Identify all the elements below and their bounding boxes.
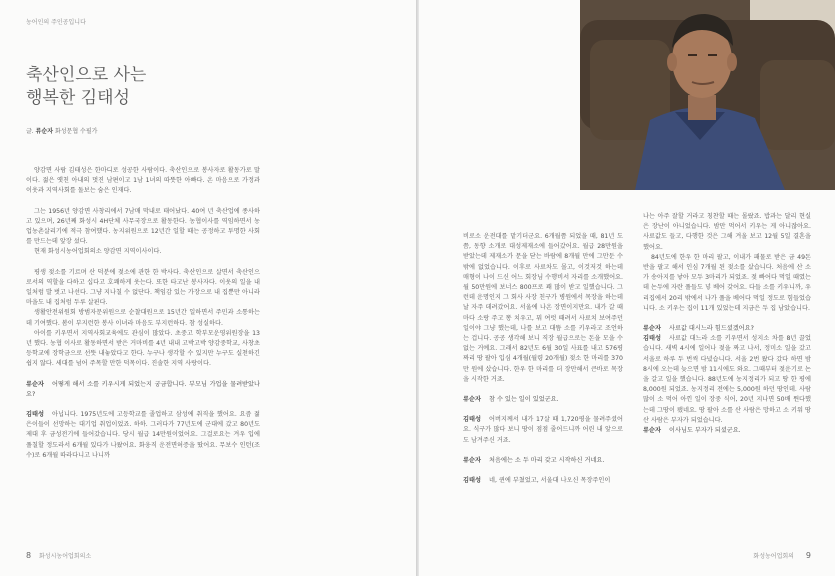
speaker-label: 김태성 — [463, 477, 481, 485]
qa-text: 어떻게 해서 소를 키우시게 되었는지 궁금합니다. 부모님 가업을 물려받았나요? — [26, 380, 260, 398]
speaker-label: 김태성 — [463, 416, 481, 424]
qa-question — [26, 380, 260, 400]
speaker-label: 류순자 — [463, 456, 481, 464]
article-title — [26, 64, 146, 110]
paragraph: 그는 1956년 양감면 사창리에서 7남매 막내로 태어났다. 40여 년 축산업에 종사하고 있으며, 26년째 화성시 4H단체 사무국장으로 활동한다. 농협이사를 역임하면서 농업농촌살리기에 적극 참여했다. 농지위원으로 12년간 일할 때는 공정하고 투명한 사회를 만드는데 앞장 섰다. — [26, 207, 260, 246]
paragraph: 84년도에 한우 한 마리 팔고, 이내가 패물로 받은 금 49돈 반을 팔고 해서 인심 7개월 된 젖소를 샀습니다. 처음에 산 소가 송아지를 낳아 모두 3마리가 되었죠. 젖 빠어다 먹일 때였는데 논두에 자란 풀들도 넣 베어 갖어요. 다들 소를 키우니까, 우리집에서 20리 밖에서 나가 풀을 베어다 먹일 정도로 힘들었습니다. 소 키우는 집이 11개 있었는데 지금은 두 집 남았습니다. — [643, 253, 811, 312]
title-line-2: 행복한 김태성 — [26, 88, 130, 108]
qa-text: 아닙니다. 1975년도에 고등학교를 졸업하고 삼성에 취직을 했어요. 요즘 젊은이들이 선망하는 대기업 취업이었죠. 하하. 그러다가 77년도에 군대에 갔고 80년도 제대 후 금성전기에 들어갔습니다. 당시 월급 14만원이었어요. 그걸로요는 겨우 입에 풀칠할 정도라서 6개월 있다가 나왔어요. 화웅직 운전면허증을 땄어요. 무보수 인턴(조수)로 6개월 따라다니고 나니까 — [26, 411, 260, 459]
speaker-label: 류순자 — [26, 380, 44, 388]
speaker-label: 류순자 — [643, 325, 661, 333]
paragraph: 아이를 키우면서 지역사회교육에도 관심이 많았다. 초중고 학부모운영위원장을 13년 했다. 농협 이사로 활동하면서 받은 거마비를 4년 내내 고박고박 양감중학교, 사창초등학교에 장학금으로 선뜻 내놓았다고 한다. 누구나 생각할 수 있지만 누구도 실천하긴 쉽지 않다. 세대를 넘어 주목할 만한 덕목이다. 진솔한 지역 사랑이다. — [26, 329, 260, 368]
footer-publisher: 화성시농어업회의소 — [39, 553, 92, 560]
section-kicker: 농어인의 주인공입니다 — [26, 19, 86, 26]
qa-text: 처음에는 소 두 마리 갖고 시작하신 거네요. — [489, 456, 605, 464]
right-page — [419, 0, 835, 576]
byline — [26, 126, 97, 135]
byline-author: 류순자 — [35, 128, 54, 135]
paragraph: 비로소 운전대를 맡기더군요. 6개월쯤 되었을 때, 81년 도쯤, 동향 소개로 대성제재소에 들어갔어요. 월급 28만원을 받았는데 제재소가 문을 닫는 바람에 8개월 만에 그만둔 수밖에 없었습니다. 이후로 사료차도 몰고, 이것저것 하는데 매형이 나이 드신 어느 회장님 수행비서 자리를 소개했어요. 월 50만원에 보너스 800프로 꽤 많이 받고 일했습니다. 그런데 운명인지 그 회사 사장 친구가 병원에서 목장을 하는데 날 자주 데려갔어요. 서울에 나온 장면이지만요. 내가 갈 때마다 소랑 주고 똥 치우고, 뭐 여럿 때려서 사료치 보여주던 일이야 그냥 했는데, 나를 보고 대뜸 소를 키우라고 조언하는 겁니다. 공공 생각해 보니 직장 월급으로는 돈을 모을 수 없는 거예요. 그래서 82년도 6월 30일 사표를 내고 576평짜리 땅 팔아 입심 4개월(월령 20개월) 젖소 한 마리를 370만 원에 샀습니다. 한우 한 마리를 더 장만해서 큰바로 목장을 시작한 거죠. — [463, 233, 623, 383]
qa-question — [463, 456, 623, 466]
paragraph: 양감면 사람 김태성은 한마디로 성공한 사람이다. 축산인으로 봉사자로 활동가로 말이다. 젊은 옛친 아내의 멋진 남편이고 1남 1녀의 따뜻한 아빠다. 온 마음으로 가정과 이웃과 지역사회를 돌보는 숨은 인재다. — [26, 167, 260, 195]
qa-text: 네, 퀸에 부쳤었고, 서울대 나오신 목장주인이 — [489, 477, 611, 485]
footer-publisher: 화성농어업회의 — [753, 553, 794, 560]
qa-answer — [643, 334, 811, 426]
page-number: 8 — [26, 551, 32, 560]
right-footer — [753, 551, 811, 560]
right-body-column-2 — [643, 212, 811, 446]
paragraph: 평생 젖소를 기르며 산 덕분에 젖소에 관한 한 박사다. 축산인으로 살면서 축산인으로서의 역할을 다하고 십다고 호쾌하게 웃는다. 또한 타고난 봉사자다. 이웃의 일을 내 일처럼 발 벗고 나선다. 그냥 지나칠 수 없단다. 책임감 있는 가장으로 내 집뿐만 아니라 마을도 내 집처럼 두루 살핀다. — [26, 268, 260, 307]
speaker-label: 김태성 — [643, 335, 661, 343]
qa-text: 참 수 있는 일이 있었군요. — [489, 396, 559, 404]
qa-answer — [463, 476, 623, 486]
paragraph: 나는 아주 잘할 거라고 칭찬할 때는 몰랐죠. 밥과는 달리 현실은 장난이 아니었습니다. 밤만 먹어서 키우는 게 아니잖아요. 사료값도 들고, 다행한 것은 그해 겨울 보고 12월 5일 결혼을 했어요. — [643, 213, 811, 251]
qa-question — [643, 426, 811, 436]
left-page — [0, 0, 416, 576]
speaker-label: 김태성 — [26, 411, 44, 419]
byline-prefix: 글. — [26, 128, 34, 135]
qa-question — [643, 324, 811, 334]
qa-text: 이사님도 부자가 되셨군요. — [669, 427, 741, 435]
paragraph: 현재 화성시농어업회의소 양감면 지역이사이다. — [34, 248, 162, 256]
paragraph: 생활안전위원회 방범자문위원으로 순찰대원으로 15년간 일하면서 주민과 소통하는데 기여했다. 봄이 부지런한 봉사 이녀라 마음도 부지런하다. 참 성실하다. — [26, 309, 260, 327]
right-body-column-1 — [463, 232, 623, 496]
interviewee-photo — [580, 0, 835, 190]
qa-answer — [26, 410, 260, 461]
speaker-label: 류순자 — [643, 427, 661, 435]
title-line-1: 축산인으로 사는 — [26, 65, 147, 85]
left-body — [26, 166, 260, 471]
speaker-label: 류순자 — [463, 396, 481, 404]
qa-text: 어버지께서 내가 17살 때 1,720평을 물려주셨어요. 식구가 많다 보니 땅이 점점 줄어드니까 어린 내 앞으로도 남겨주신 거죠. — [463, 416, 623, 444]
left-footer — [26, 551, 91, 560]
byline-role: 화성문협 수필가 — [54, 128, 98, 135]
qa-text: 사료값 대시느라 힘드셨겠어요? — [669, 325, 754, 333]
qa-question — [463, 395, 623, 405]
qa-answer — [463, 415, 623, 446]
page-number: 9 — [805, 551, 811, 560]
photo-illustration — [580, 0, 835, 190]
qa-text: 사료값 대느라 소를 키우면서 성지소 차를 8년 끌었습니다. 새벽 4시에 일어나 젖을 짜고 나서, 정미소 일을 갔고 서울로 하루 두 번씩 다녔습니다. 서울 2번 왔다 갔다 하면 밤 8시에 오는데 늦으면 밤 11시에도 와요. 그때부터 젖운기로 논을 갈고 일을 했습니다. 88년도에 농지정리가 되고 땅 한 평에 8,000원 되었죠. 농지정리 전에는 5,000원 하던 땅인데. 사람 많이 소 먹어 아낀 일이 장중 식어, 20년 지나면 50배 뛴다했는데 그땅이 됐네요. 땅 팔아 소를 산 사람은 망하고 소 키워 땅 산 사람은 부자가 되었습니다. — [643, 335, 811, 424]
